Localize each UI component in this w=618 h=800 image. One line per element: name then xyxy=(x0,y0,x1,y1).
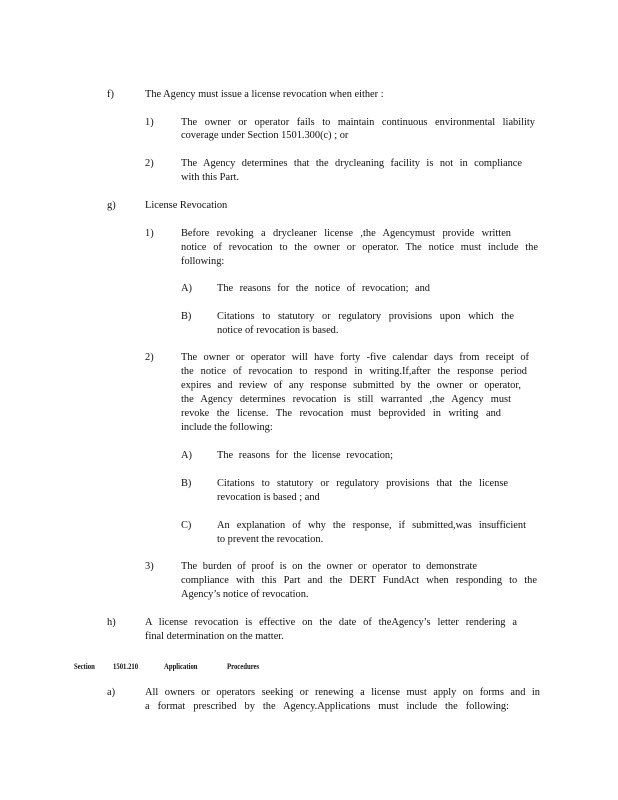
item-g-3-line-2: compliance with this Part and the DERT FundAct when responding to the xyxy=(181,575,537,586)
item-g-2-A-line-1: The reasons for the license revocation; xyxy=(217,450,393,461)
item-g-1-B-line-2: notice of revocation is based. xyxy=(217,325,339,336)
item-h-line-1: A license revocation is effective on the date of theAgency’s letter rendering a xyxy=(145,617,517,628)
item-label-g-2: 2) xyxy=(145,352,154,363)
section-title-word-2: Procedures xyxy=(227,661,260,671)
section-word: Section xyxy=(74,661,95,671)
item-f-1-line-1: The owner or operator fails to maintain continuous environmental liability xyxy=(181,117,535,128)
item-g-3-line-1: The burden of proof is on the owner or operator to demonstrate xyxy=(181,561,477,572)
item-f-1-line-2: coverage under Section 1501.300(c) ; or xyxy=(181,130,349,141)
item-h-line-2: final determination on the matter. xyxy=(145,631,284,642)
item-g-2-C-line-2: to prevent the revocation. xyxy=(217,534,324,545)
item-g-1-line-1: Before revoking a drycleaner license ,the Agencymust provide written xyxy=(181,228,511,239)
item-label-g-1-A: A) xyxy=(181,283,192,294)
item-label-f-2: 2) xyxy=(145,158,154,169)
item-g-2-line-6: include the following: xyxy=(181,422,273,433)
item-label-f: f) xyxy=(107,89,114,100)
section-number: 1501.210 xyxy=(113,661,139,671)
item-g-2-C-line-1: An explanation of why the response, if submitted,was insufficient xyxy=(217,520,526,531)
item-g-1-line-3: following: xyxy=(181,256,225,267)
item-g-2-B-line-2: revocation is based ; and xyxy=(217,492,320,503)
section-title-word-1: Application xyxy=(164,661,198,671)
item-a-line-1: All owners or operators seeking or renewing a license must apply on forms and in xyxy=(145,687,540,698)
item-label-g-3: 3) xyxy=(145,561,154,572)
item-g-2-line-1: The owner or operator will have forty -five calendar days from receipt of xyxy=(181,352,529,363)
item-f-2-line-1: The Agency determines that the drycleaning facility is not in compliance xyxy=(181,158,522,169)
item-g-2-line-4: the Agency determines revocation is still warranted ,the Agency must xyxy=(181,394,511,405)
item-label-h: h) xyxy=(107,617,116,628)
item-f-text: The Agency must issue a license revocation when either : xyxy=(145,89,384,100)
item-label-g-1: 1) xyxy=(145,228,154,239)
item-label-g-1-B: B) xyxy=(181,311,192,322)
item-g-text: License Revocation xyxy=(145,200,228,211)
item-label-a: a) xyxy=(107,687,116,698)
item-g-3-line-3: Agency’s notice of revocation. xyxy=(181,589,309,600)
item-a-line-2: a format prescribed by the Agency.Applications must include the following: xyxy=(145,701,509,712)
item-label-g-2-C: C) xyxy=(181,520,192,531)
item-g-1-line-2: notice of revocation to the owner or operator. The notice must include the xyxy=(181,242,538,253)
item-f-2-line-2: with this Part. xyxy=(181,172,240,183)
item-label-g-2-A: A) xyxy=(181,450,192,461)
item-g-1-A-line-1: The reasons for the notice of revocation; and xyxy=(217,283,430,294)
item-label-g: g) xyxy=(107,200,116,211)
item-g-1-B-line-1: Citations to statutory or regulatory provisions upon which the xyxy=(217,311,514,322)
item-g-2-line-2: the notice of revocation to respond in writing.If,after the response period xyxy=(181,366,527,377)
item-label-f-1: 1) xyxy=(145,117,154,128)
item-g-2-line-3: expires and review of any response submitted by the owner or operator, xyxy=(181,380,521,391)
item-g-2-B-line-1: Citations to statutory or regulatory provisions that the license xyxy=(217,478,508,489)
item-label-g-2-B: B) xyxy=(181,478,192,489)
item-g-2-line-5: revoke the license. The revocation must beprovided in writing and xyxy=(181,408,501,419)
